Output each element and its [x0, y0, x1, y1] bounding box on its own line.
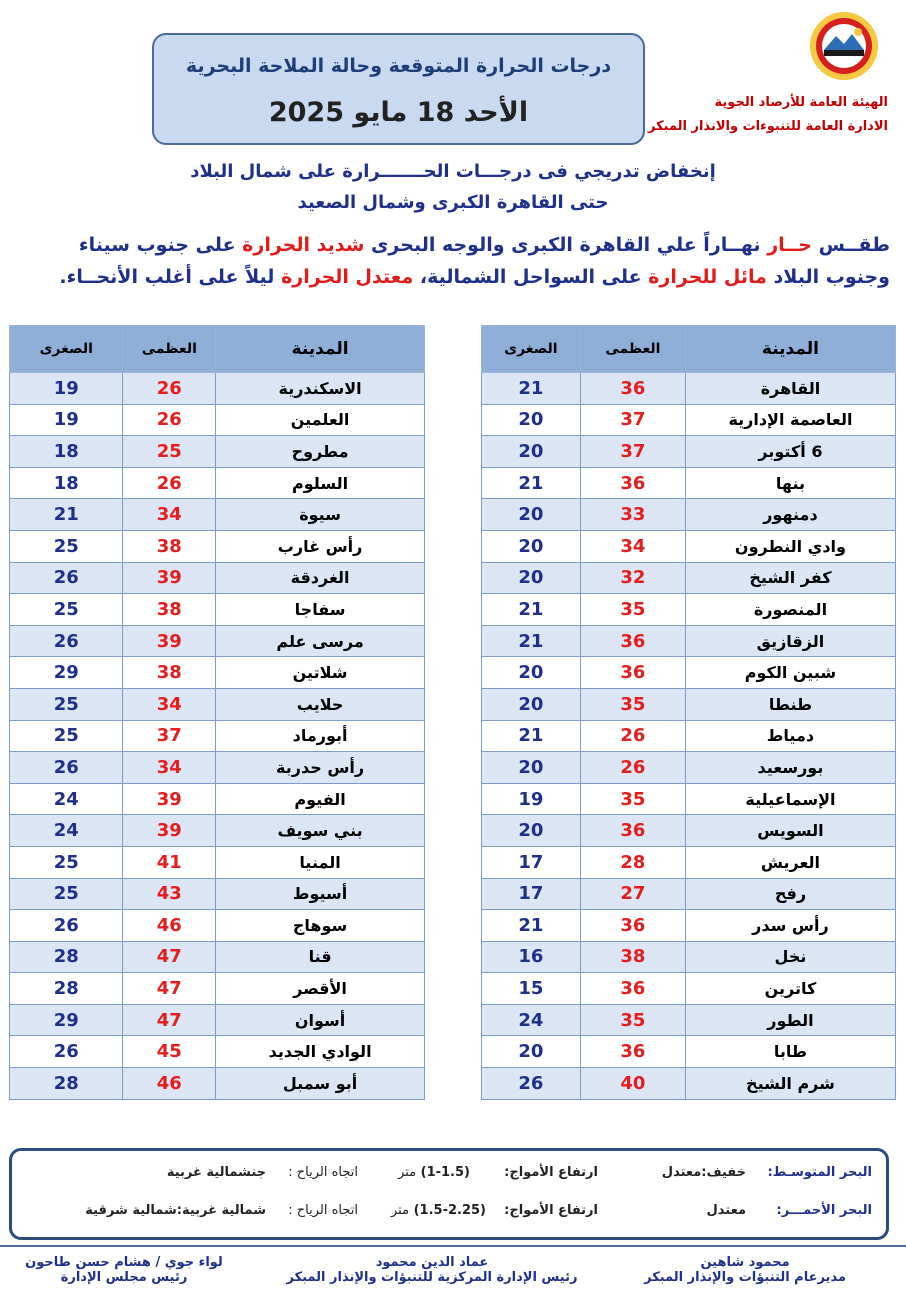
min-temp-cell: 25: [10, 530, 123, 562]
city-cell: السويس: [685, 815, 895, 847]
max-temp-cell: 37: [123, 720, 216, 752]
desc-text: على جنوب سيناء: [78, 234, 236, 256]
max-temp-cell: 26: [123, 373, 216, 405]
city-cell: طنطا: [685, 688, 895, 720]
table-row: [10, 1036, 425, 1068]
max-temp-cell: 36: [580, 973, 685, 1005]
table-row: [482, 783, 896, 815]
max-temp-cell: 39: [123, 562, 216, 594]
min-temp-cell: 18: [10, 467, 123, 499]
min-temp-cell: 21: [482, 594, 581, 626]
min-temp-cell: 29: [10, 657, 123, 689]
min-temp-cell: 19: [10, 373, 123, 405]
city-cell: شلاتين: [216, 657, 425, 689]
signature-1: [644, 1255, 846, 1285]
waves-unit: متر: [391, 1203, 410, 1218]
min-temp-cell: 20: [482, 688, 581, 720]
max-temp-cell: 45: [123, 1036, 216, 1068]
org-name: الهيئة العامة للأرصاد الجوية: [714, 95, 888, 110]
table-row: [482, 973, 896, 1005]
max-temp-cell: 36: [580, 467, 685, 499]
table-row: [482, 941, 896, 973]
sea-red-label: البحر الأحمـــر:: [776, 1203, 872, 1218]
table-row: [10, 436, 425, 468]
city-cell: بني سويف: [216, 815, 425, 847]
min-temp-cell: 24: [10, 783, 123, 815]
city-cell: السلوم: [216, 467, 425, 499]
table-row: [10, 530, 425, 562]
max-temp-cell: 36: [580, 625, 685, 657]
table-row: [10, 688, 425, 720]
min-temp-cell: 26: [10, 1036, 123, 1068]
min-temp-cell: 20: [482, 657, 581, 689]
desc-highlight: مائل للحرارة: [648, 266, 767, 288]
signature-2: [282, 1255, 582, 1285]
min-temp-cell: 28: [10, 941, 123, 973]
min-temp-cell: 25: [10, 720, 123, 752]
table-row: [482, 1068, 896, 1100]
city-cell: العلمين: [216, 404, 425, 436]
sea-med-state: خفيف:معتدل: [661, 1165, 746, 1180]
max-temp-cell: 36: [580, 1036, 685, 1068]
desc-highlight: شديد الحرارة: [242, 234, 365, 256]
min-temp-cell: 29: [10, 1004, 123, 1036]
min-temp-cell: 21: [482, 720, 581, 752]
table-row: [482, 910, 896, 942]
city-cell: بورسعيد: [685, 752, 895, 784]
max-temp-cell: 38: [123, 657, 216, 689]
column-header-city: المدينة: [685, 326, 895, 373]
min-temp-cell: 21: [482, 910, 581, 942]
table-row: [10, 878, 425, 910]
max-temp-cell: 25: [123, 436, 216, 468]
min-temp-cell: 16: [482, 941, 581, 973]
title-box: [152, 33, 645, 145]
column-header-city: المدينة: [216, 326, 425, 373]
min-temp-cell: 25: [10, 688, 123, 720]
max-temp-cell: 36: [580, 373, 685, 405]
city-cell: حلايب: [216, 688, 425, 720]
max-temp-cell: 47: [123, 941, 216, 973]
signature-name: محمود شاهين: [700, 1255, 790, 1270]
table-row: [10, 783, 425, 815]
table-row: [482, 688, 896, 720]
city-cell: الغردقة: [216, 562, 425, 594]
page-title: درجات الحرارة المتوقعة وحالة الملاحة البحرية: [185, 55, 612, 77]
max-temp-cell: 35: [580, 688, 685, 720]
city-cell: العاصمة الإدارية: [685, 404, 895, 436]
table-row: [10, 973, 425, 1005]
city-cell: رأس سدر: [685, 910, 895, 942]
table-row: [10, 594, 425, 626]
city-cell: 6 أكتوبر: [685, 436, 895, 468]
min-temp-cell: 21: [482, 467, 581, 499]
table-row: [10, 910, 425, 942]
city-cell: العريش: [685, 846, 895, 878]
desc-text: طقــس: [818, 234, 890, 256]
min-temp-cell: 18: [10, 436, 123, 468]
max-temp-cell: 34: [580, 530, 685, 562]
table-row: [10, 720, 425, 752]
max-temp-cell: 27: [580, 878, 685, 910]
city-cell: دمياط: [685, 720, 895, 752]
city-cell: الزقازيق: [685, 625, 895, 657]
max-temp-cell: 34: [123, 499, 216, 531]
min-temp-cell: 19: [482, 783, 581, 815]
city-cell: الاسكندرية: [216, 373, 425, 405]
table-row: [10, 1068, 425, 1100]
column-header-max: العظمى: [580, 326, 685, 373]
city-cell: أسوان: [216, 1004, 425, 1036]
temperature-table-left: [9, 325, 425, 1100]
temperature-table-right: [481, 325, 896, 1100]
max-temp-cell: 39: [123, 783, 216, 815]
min-temp-cell: 24: [10, 815, 123, 847]
table-row: [482, 846, 896, 878]
city-cell: مرسى علم: [216, 625, 425, 657]
max-temp-cell: 41: [123, 846, 216, 878]
max-temp-cell: 43: [123, 878, 216, 910]
sea-status-box: [9, 1148, 889, 1240]
table-row: [482, 530, 896, 562]
max-temp-cell: 35: [580, 783, 685, 815]
sea-red-wind-value: شمالية غربية:شمالية شرقية: [85, 1203, 266, 1218]
table-row: [10, 562, 425, 594]
max-temp-cell: 47: [123, 973, 216, 1005]
waves-unit: متر: [398, 1165, 417, 1180]
max-temp-cell: 28: [580, 846, 685, 878]
city-cell: المنيا: [216, 846, 425, 878]
city-cell: قنا: [216, 941, 425, 973]
min-temp-cell: 20: [482, 530, 581, 562]
max-temp-cell: 47: [123, 1004, 216, 1036]
desc-text: نهــاراً علي القاهرة الكبرى والوجه البحرى: [371, 234, 761, 256]
max-temp-cell: 38: [123, 594, 216, 626]
max-temp-cell: 35: [580, 1004, 685, 1036]
max-temp-cell: 26: [123, 404, 216, 436]
waves-value: (1-1.5): [420, 1165, 470, 1180]
city-cell: القاهرة: [685, 373, 895, 405]
min-temp-cell: 20: [482, 1036, 581, 1068]
city-cell: الوادي الجديد: [216, 1036, 425, 1068]
signature-title: رئيس الإدارة المركزية للتنبؤات والإنذار المبكر: [286, 1270, 578, 1285]
min-temp-cell: 20: [482, 404, 581, 436]
headline-line2: حتى القاهرة الكبرى وشمال الصعيد: [297, 192, 609, 213]
max-temp-cell: 26: [580, 752, 685, 784]
description-line2: [59, 266, 890, 288]
min-temp-cell: 28: [10, 1068, 123, 1100]
max-temp-cell: 40: [580, 1068, 685, 1100]
table-row: [482, 404, 896, 436]
max-temp-cell: 37: [580, 404, 685, 436]
table-row: [10, 752, 425, 784]
min-temp-cell: 25: [10, 846, 123, 878]
sea-med-waves-label: ارتفاع الأمواج:: [504, 1165, 598, 1180]
city-cell: وادي النطرون: [685, 530, 895, 562]
sea-med-wind-value: جنشمالية غربية: [166, 1165, 266, 1180]
min-temp-cell: 26: [10, 910, 123, 942]
table-row: [482, 625, 896, 657]
max-temp-cell: 46: [123, 910, 216, 942]
max-temp-cell: 36: [580, 657, 685, 689]
city-cell: مطروح: [216, 436, 425, 468]
org-department: الادارة العامة للتنبوءات والانذار المبكر: [648, 119, 888, 134]
desc-highlight: حــار: [767, 234, 812, 256]
table-row: [482, 373, 896, 405]
min-temp-cell: 20: [482, 562, 581, 594]
max-temp-cell: 39: [123, 815, 216, 847]
min-temp-cell: 21: [482, 625, 581, 657]
sea-med-label: البحر المتوسـط:: [767, 1165, 872, 1180]
table-row: [482, 499, 896, 531]
table-row: [482, 878, 896, 910]
min-temp-cell: 26: [10, 625, 123, 657]
city-cell: الإسماعيلية: [685, 783, 895, 815]
table-row: [10, 404, 425, 436]
sea-red-state: معتدل: [706, 1203, 746, 1218]
city-cell: المنصورة: [685, 594, 895, 626]
desc-text: على السواحل الشمالية،: [419, 266, 642, 288]
max-temp-cell: 32: [580, 562, 685, 594]
sea-red-waves-value: [391, 1203, 486, 1218]
table-row: [482, 657, 896, 689]
sea-red-waves-label: ارتفاع الأمواج:: [504, 1203, 598, 1218]
signature-name: عماد الدين محمود: [375, 1255, 489, 1270]
min-temp-cell: 20: [482, 499, 581, 531]
city-cell: الفيوم: [216, 783, 425, 815]
column-header-min: الصغرى: [482, 326, 581, 373]
city-cell: كفر الشيخ: [685, 562, 895, 594]
sea-red-wind-label: اتجاه الرياح :: [288, 1203, 358, 1218]
signature-name: لواء جوي / هشام حسن طاحون: [25, 1255, 223, 1270]
min-temp-cell: 19: [10, 404, 123, 436]
table-row: [10, 1004, 425, 1036]
max-temp-cell: 37: [580, 436, 685, 468]
table-row: [482, 1036, 896, 1068]
min-temp-cell: 26: [10, 562, 123, 594]
table-row: [482, 720, 896, 752]
max-temp-cell: 26: [123, 467, 216, 499]
table-row: [10, 941, 425, 973]
city-cell: نخل: [685, 941, 895, 973]
city-cell: بنها: [685, 467, 895, 499]
min-temp-cell: 20: [482, 815, 581, 847]
city-cell: شرم الشيخ: [685, 1068, 895, 1100]
min-temp-cell: 21: [482, 373, 581, 405]
city-cell: الطور: [685, 1004, 895, 1036]
min-temp-cell: 26: [10, 752, 123, 784]
sea-med-waves-value: [398, 1165, 470, 1180]
table-row: [10, 467, 425, 499]
city-cell: كاترين: [685, 973, 895, 1005]
table-row: [482, 594, 896, 626]
city-cell: سيوة: [216, 499, 425, 531]
city-cell: رأس حدربة: [216, 752, 425, 784]
max-temp-cell: 36: [580, 910, 685, 942]
table-row: [10, 657, 425, 689]
min-temp-cell: 21: [10, 499, 123, 531]
city-cell: سفاجا: [216, 594, 425, 626]
signature-title: مديرعام التنبؤات والإنذار المبكر: [644, 1270, 846, 1285]
org-logo: [808, 10, 880, 82]
description-line1: [79, 234, 890, 256]
city-cell: أبورماد: [216, 720, 425, 752]
min-temp-cell: 20: [482, 436, 581, 468]
signature-3: [14, 1255, 234, 1285]
table-row: [482, 467, 896, 499]
table-row: [10, 373, 425, 405]
min-temp-cell: 17: [482, 846, 581, 878]
max-temp-cell: 35: [580, 594, 685, 626]
max-temp-cell: 34: [123, 752, 216, 784]
sea-med-wind-label: اتجاه الرياح :: [288, 1165, 358, 1180]
max-temp-cell: 33: [580, 499, 685, 531]
desc-text: وجنوب البلاد: [773, 266, 890, 288]
column-header-min: الصغرى: [10, 326, 123, 373]
min-temp-cell: 17: [482, 878, 581, 910]
footer-divider: [0, 1245, 906, 1247]
max-temp-cell: 36: [580, 815, 685, 847]
min-temp-cell: 24: [482, 1004, 581, 1036]
table-row: [10, 625, 425, 657]
max-temp-cell: 38: [580, 941, 685, 973]
waves-value: (1.5-2.25): [413, 1203, 486, 1218]
city-cell: سوهاج: [216, 910, 425, 942]
table-row: [10, 815, 425, 847]
city-cell: الأقصر: [216, 973, 425, 1005]
city-cell: شبين الكوم: [685, 657, 895, 689]
table-row: [482, 436, 896, 468]
max-temp-cell: 34: [123, 688, 216, 720]
min-temp-cell: 20: [482, 752, 581, 784]
city-cell: طابا: [685, 1036, 895, 1068]
min-temp-cell: 28: [10, 973, 123, 1005]
city-cell: دمنهور: [685, 499, 895, 531]
city-cell: رفح: [685, 878, 895, 910]
desc-highlight: معتدل الحرارة: [281, 266, 414, 288]
table-row: [482, 1004, 896, 1036]
table-row: [482, 815, 896, 847]
min-temp-cell: 25: [10, 878, 123, 910]
min-temp-cell: 15: [482, 973, 581, 1005]
headline-line1: إنخفاض تدريجي فى درجـــات الحـــــــرارة على شمال البلاد: [190, 161, 716, 182]
city-cell: أبو سمبل: [216, 1068, 425, 1100]
city-cell: رأس غارب: [216, 530, 425, 562]
table-row: [10, 499, 425, 531]
table-row: [482, 752, 896, 784]
forecast-date: الأحد 18 مايو 2025: [268, 97, 529, 128]
min-temp-cell: 26: [482, 1068, 581, 1100]
max-temp-cell: 46: [123, 1068, 216, 1100]
table-row: [482, 562, 896, 594]
max-temp-cell: 38: [123, 530, 216, 562]
max-temp-cell: 39: [123, 625, 216, 657]
city-cell: أسيوط: [216, 878, 425, 910]
min-temp-cell: 25: [10, 594, 123, 626]
column-header-max: العظمى: [123, 326, 216, 373]
table-row: [10, 846, 425, 878]
desc-text: ليلاً على أغلب الأنحــاء.: [59, 266, 275, 288]
signature-title: رئيس مجلس الإدارة: [60, 1270, 188, 1285]
max-temp-cell: 26: [580, 720, 685, 752]
